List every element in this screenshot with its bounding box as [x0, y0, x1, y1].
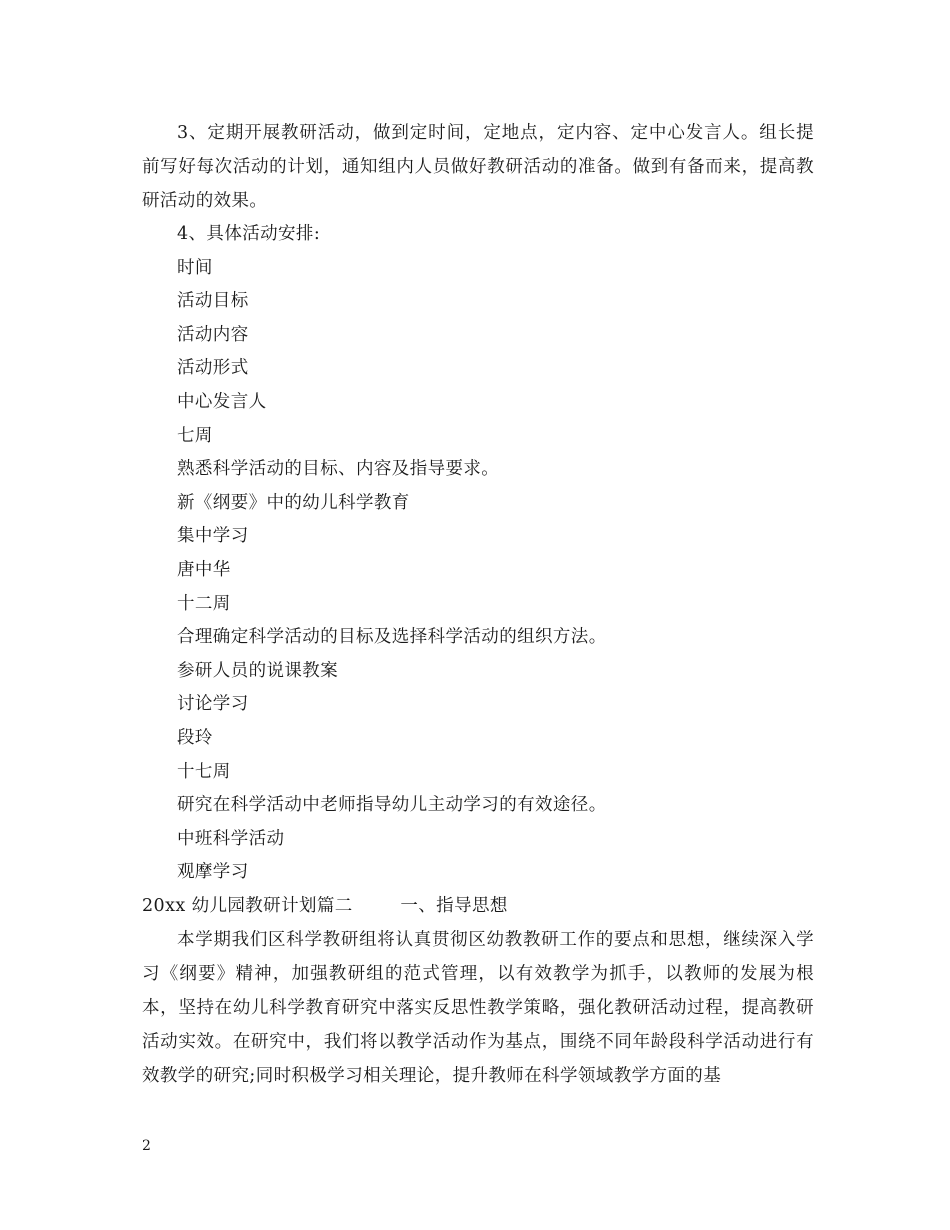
list-line: 活动内容 — [177, 324, 249, 345]
section-heading: 20xx 幼儿园教研计划篇二 一、指导思想 — [142, 895, 508, 916]
list-line: 十二周 — [177, 593, 231, 614]
list-line: 时间 — [177, 257, 213, 278]
list-line: 集中学习 — [177, 526, 249, 547]
document-body — [142, 116, 814, 1093]
list-line: 中心发言人 — [177, 391, 267, 412]
list-line: 参研人员的说课教案 — [177, 660, 339, 681]
list-line: 段玲 — [177, 727, 213, 748]
list-line: 活动形式 — [177, 358, 249, 379]
list-line: 合理确定科学活动的目标及选择科学活动的组织方法。 — [177, 627, 607, 648]
list-line: 七周 — [177, 425, 213, 446]
list-line: 新《纲要》中的幼儿科学教育 — [177, 492, 410, 513]
list-line: 观摩学习 — [177, 862, 249, 883]
list-line: 讨论学习 — [177, 694, 249, 715]
list-line: 熟悉科学活动的目标、内容及指导要求。 — [177, 459, 500, 480]
paragraph-activity-schedule: 3、定期开展教研活动，做到定时间，定地点，定内容、定中心发言人。组长提前写好每次活动的计划，通知组内人员做好教研活动的准备。做到有备而来，提高教研活动的效果。 — [142, 123, 814, 211]
page-number: 2 — [142, 1138, 151, 1154]
list-line: 十七周 — [177, 761, 231, 782]
list-line: 唐中华 — [177, 559, 231, 580]
list-line: 活动目标 — [177, 291, 249, 312]
list-line: 4、具体活动安排: — [177, 224, 321, 244]
list-line: 研究在科学活动中老师指导幼儿主动学习的有效途径。 — [177, 795, 607, 816]
list-line: 中班科学活动 — [177, 828, 285, 849]
paragraph-guiding-ideology: 本学期我们区科学教研组将认真贯彻区幼教教研工作的要点和思想，继续深入学习《纲要》精神，加强教研组的范式管理，以有效教学为抓手，以教师的发展为根本，坚持在幼儿科学教育研究中落实反思性教学策略，强化教研活动过程，提高教研活动实效。在研究中，我们将以教学活动作为基点，围绕不同年龄段科学活动进行有效教学的研究;同时积极学习相关理论，提升教师在科学领域教学方面的基 — [142, 930, 814, 1087]
